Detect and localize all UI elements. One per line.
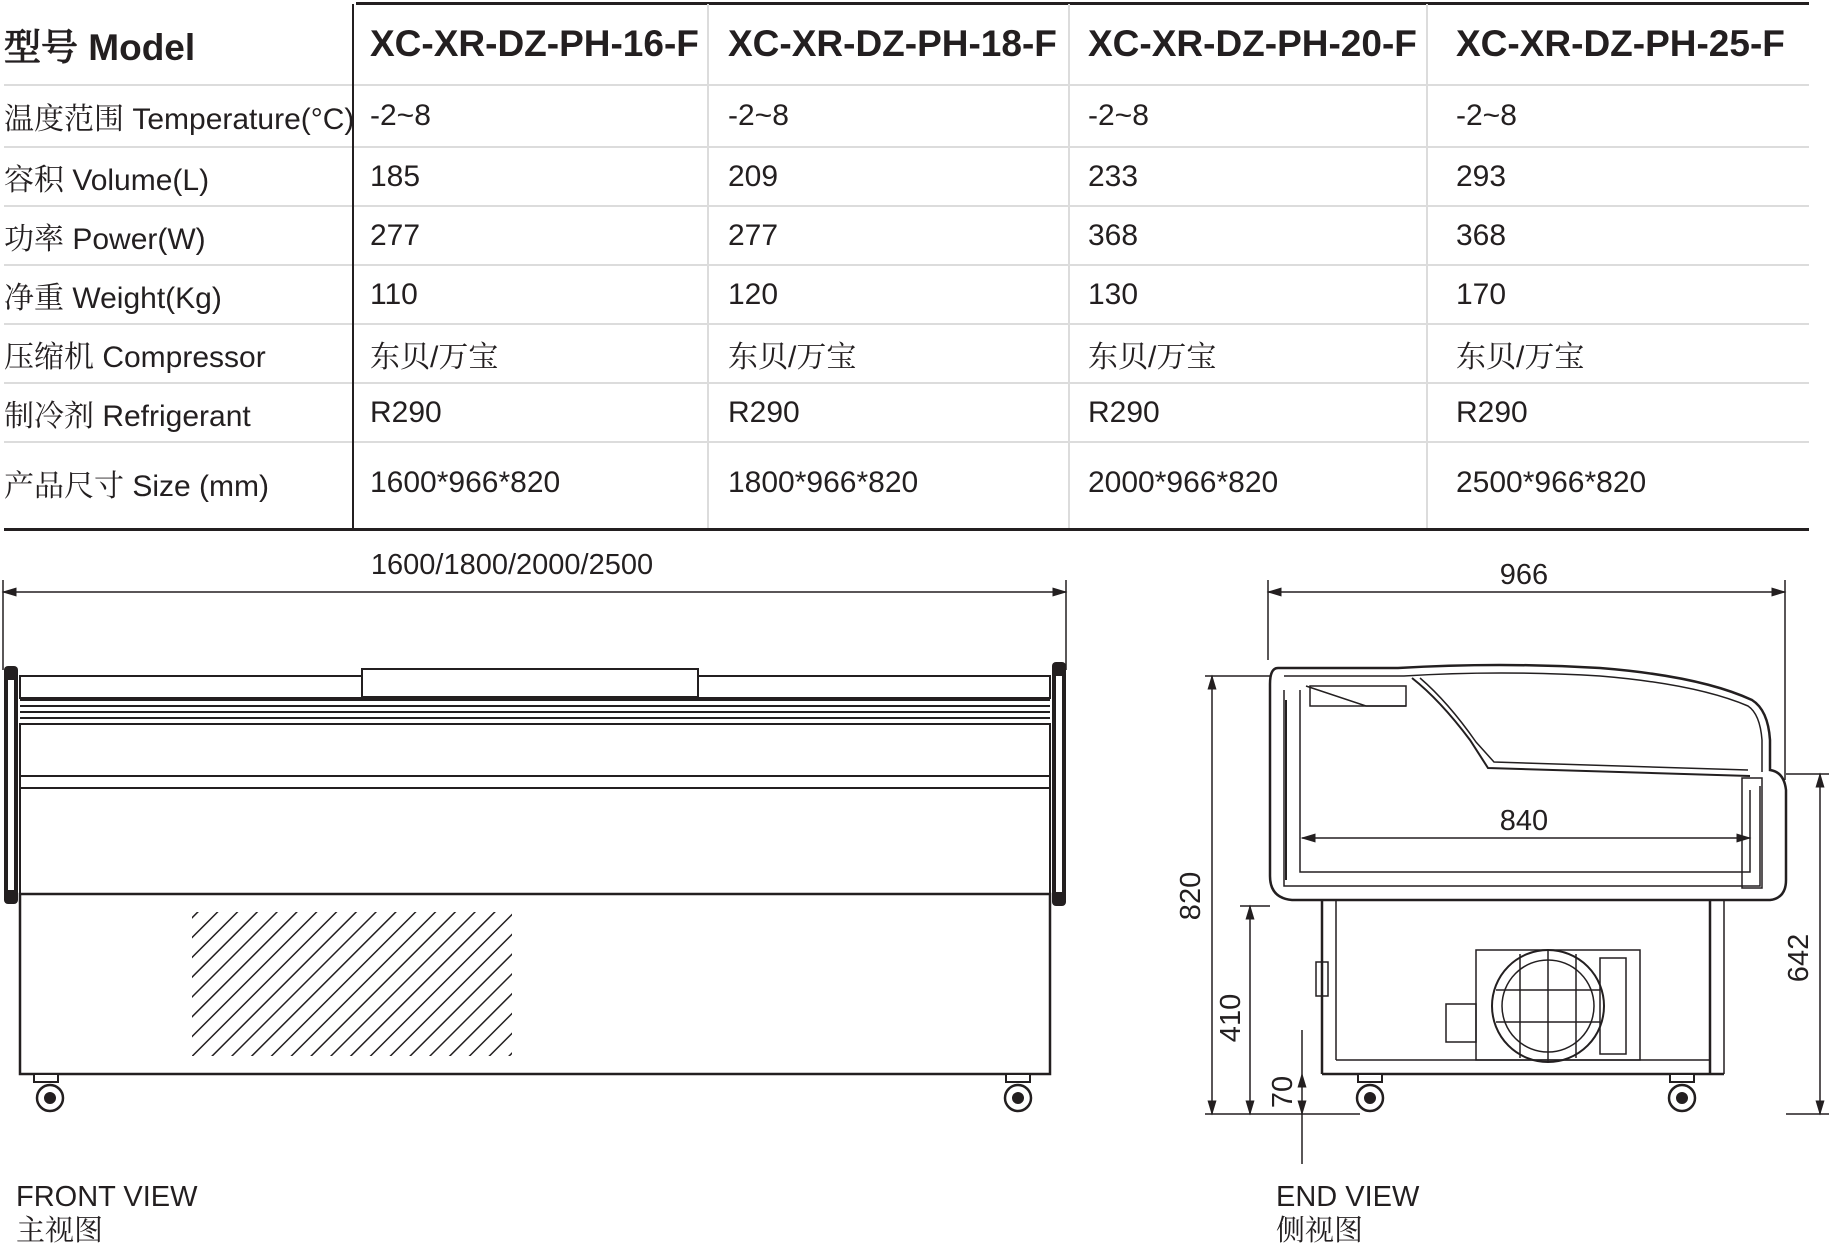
end-view-caption [1276,1180,1419,1248]
cell-compressor: 东贝/万宝 [728,340,857,374]
row-divider [4,382,1809,384]
row-label-volume: 容积 Volume(L) [4,163,210,197]
end-base-dimension: 410 [1215,993,1247,1043]
cell-weight: 110 [370,277,418,311]
end-inner-dimension: 840 [1499,805,1549,837]
column-divider [707,4,709,528]
cell-power: 277 [370,218,421,252]
row-label-compressor: 压缩机 Compressor [4,340,266,374]
row-label-power: 功率 Power(W) [4,222,206,256]
end-right-castor [1669,1074,1695,1111]
cell-weight: 170 [1456,277,1507,311]
cell-refrigerant: R290 [1088,395,1160,429]
row-label-refrigerant: 制冷剂 Refrigerant [4,399,251,433]
end-view-caption-cn: 侧视图 [1276,1215,1364,1247]
row-label-weight: 净重 Weight(Kg) [4,281,222,315]
end-view-caption-en: END VIEW [1276,1181,1420,1213]
cell-weight: 120 [728,277,779,311]
front-glass-panel [20,724,1050,894]
front-view-caption-en: FRONT VIEW [16,1181,198,1213]
label-column-divider [352,4,354,528]
cell-power: 368 [1088,218,1139,252]
cell-size: 2500*966*820 [1456,466,1647,499]
front-top-handle [362,669,698,697]
front-view-caption-cn: 主视图 [16,1215,104,1247]
front-vent-grille [192,912,512,1056]
header-model-label: 型号 Model [4,27,196,68]
header-model-16: XC-XR-DZ-PH-16-F [370,23,699,64]
cell-refrigerant: R290 [1456,395,1528,429]
cell-size: 1600*966*820 [370,466,561,499]
front-base-cabinet [20,894,1050,1074]
front-view-caption [16,1180,198,1248]
cell-temperature: -2~8 [1456,99,1517,132]
row-divider [4,264,1809,266]
cell-weight: 130 [1088,277,1139,311]
row-label-temperature: 温度范围 Temperature(°C) [4,103,355,136]
cell-power: 277 [728,218,779,252]
cell-volume: 209 [728,159,779,193]
spec-table [4,0,1809,531]
cell-volume: 185 [370,159,421,193]
cell-refrigerant: R290 [728,395,800,429]
column-divider [1426,4,1428,528]
cell-refrigerant: R290 [370,395,442,429]
cell-volume: 293 [1456,159,1507,193]
end-front-height-dimension: 642 [1783,933,1815,983]
end-depth-dimension: 966 [1499,559,1549,591]
front-view [3,580,1066,1111]
row-divider [4,146,1809,148]
header-model-25: XC-XR-DZ-PH-25-F [1456,23,1785,64]
end-leg-dimension: 70 [1267,1075,1299,1109]
cell-compressor: 东贝/万宝 [1456,340,1585,374]
header-model-18: XC-XR-DZ-PH-18-F [728,23,1057,64]
end-height-dimension: 820 [1175,871,1207,921]
cell-compressor: 东贝/万宝 [1088,340,1217,374]
header-model-20: XC-XR-DZ-PH-20-F [1088,23,1417,64]
row-label-size: 产品尺寸 Size (mm) [4,470,269,503]
cell-temperature: -2~8 [728,99,789,132]
cell-temperature: -2~8 [370,99,431,132]
cell-temperature: -2~8 [1088,99,1149,132]
front-right-castor [1005,1074,1031,1111]
cell-size: 2000*966*820 [1088,466,1279,499]
column-divider [1068,4,1070,528]
technical-drawings [0,530,1829,1243]
cell-size: 1800*966*820 [728,466,919,499]
front-left-castor [34,1074,63,1111]
cell-power: 368 [1456,218,1507,252]
front-width-dimension: 1600/1800/2000/2500 [370,549,654,581]
cell-volume: 233 [1088,159,1139,193]
row-divider [4,205,1809,207]
end-left-castor [1357,1074,1383,1111]
cell-compressor: 东贝/万宝 [370,340,499,374]
end-compressor-unit [1446,950,1640,1062]
